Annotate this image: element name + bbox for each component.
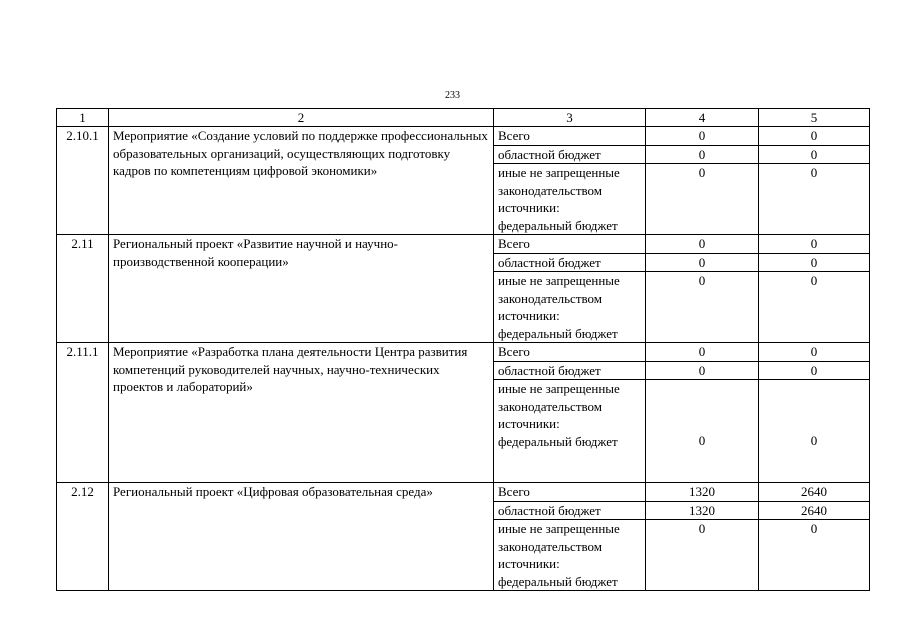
value-federal-col5: 0 <box>759 520 870 591</box>
value-federal-col4: 0 <box>646 520 759 591</box>
row-number: 2.11.1 <box>57 343 109 483</box>
value-federal-col5: 0 <box>759 272 870 343</box>
value-regional-col5: 0 <box>759 361 870 380</box>
source-other-federal <box>494 380 646 483</box>
value-total-col5: 0 <box>759 127 870 146</box>
row-name: Региональный проект «Цифровая образовательная среда» <box>109 483 494 591</box>
value-regional-col4: 0 <box>646 145 759 164</box>
source-other-federal <box>494 520 646 591</box>
value-total-col4: 0 <box>646 343 759 362</box>
table-row <box>57 483 870 502</box>
header-col-2: 2 <box>109 109 494 127</box>
table-row <box>57 235 870 254</box>
source-federal: федеральный бюджет <box>498 325 618 341</box>
source-federal: федеральный бюджет <box>498 217 618 233</box>
source-total: Всего <box>494 235 646 254</box>
value-federal-col5: 0 <box>759 380 870 483</box>
header-col-1: 1 <box>57 109 109 127</box>
source-regional: областной бюджет <box>494 361 646 380</box>
value-regional-col4: 0 <box>646 361 759 380</box>
value-regional-col4: 1320 <box>646 501 759 520</box>
row-number: 2.10.1 <box>57 127 109 235</box>
value-total-col5: 0 <box>759 235 870 254</box>
value-regional-col5: 2640 <box>759 501 870 520</box>
source-federal: федеральный бюджет <box>498 573 618 589</box>
row-name: Мероприятие «Создание условий по поддержке профессиональных образовательных организаций, осуществляющих подготовку кадров по компетенциям цифровой экономики» <box>109 127 494 235</box>
value-total-col4: 1320 <box>646 483 759 502</box>
table-row <box>57 343 870 362</box>
source-other-federal <box>494 272 646 343</box>
value-regional-col5: 0 <box>759 145 870 164</box>
value-federal-col4: 0 <box>646 272 759 343</box>
value-total-col4: 0 <box>646 127 759 146</box>
source-other: иные не запрещенные законодательством источники: <box>498 165 620 215</box>
header-col-5: 5 <box>759 109 870 127</box>
budget-table <box>56 108 870 591</box>
source-other: иные не запрещенные законодательством источники: <box>498 521 620 571</box>
source-other: иные не запрещенные законодательством источники: <box>498 381 620 431</box>
value-total-col4: 0 <box>646 235 759 254</box>
value-federal-col5: 0 <box>759 164 870 235</box>
header-col-4: 4 <box>646 109 759 127</box>
header-row <box>57 109 870 127</box>
source-total: Всего <box>494 343 646 362</box>
source-federal: федеральный бюджет <box>498 433 618 449</box>
header-col-3: 3 <box>494 109 646 127</box>
row-name: Мероприятие «Разработка плана деятельности Центра развития компетенций руководителей научных, научно-технических проектов и лабораторий» <box>109 343 494 483</box>
value-regional-col5: 0 <box>759 253 870 272</box>
source-total: Всего <box>494 483 646 502</box>
row-number: 2.12 <box>57 483 109 591</box>
value-federal-col4: 0 <box>646 164 759 235</box>
source-regional: областной бюджет <box>494 501 646 520</box>
source-other-federal <box>494 164 646 235</box>
source-other: иные не запрещенные законодательством источники: <box>498 273 620 323</box>
source-total: Всего <box>494 127 646 146</box>
source-regional: областной бюджет <box>494 253 646 272</box>
value-regional-col4: 0 <box>646 253 759 272</box>
value-total-col5: 0 <box>759 343 870 362</box>
value-federal-col4: 0 <box>646 380 759 483</box>
row-name: Региональный проект «Развитие научной и научно-производственной кооперации» <box>109 235 494 343</box>
row-number: 2.11 <box>57 235 109 343</box>
source-regional: областной бюджет <box>494 145 646 164</box>
page-number: 233 <box>445 90 460 101</box>
value-total-col5: 2640 <box>759 483 870 502</box>
table-row <box>57 127 870 146</box>
